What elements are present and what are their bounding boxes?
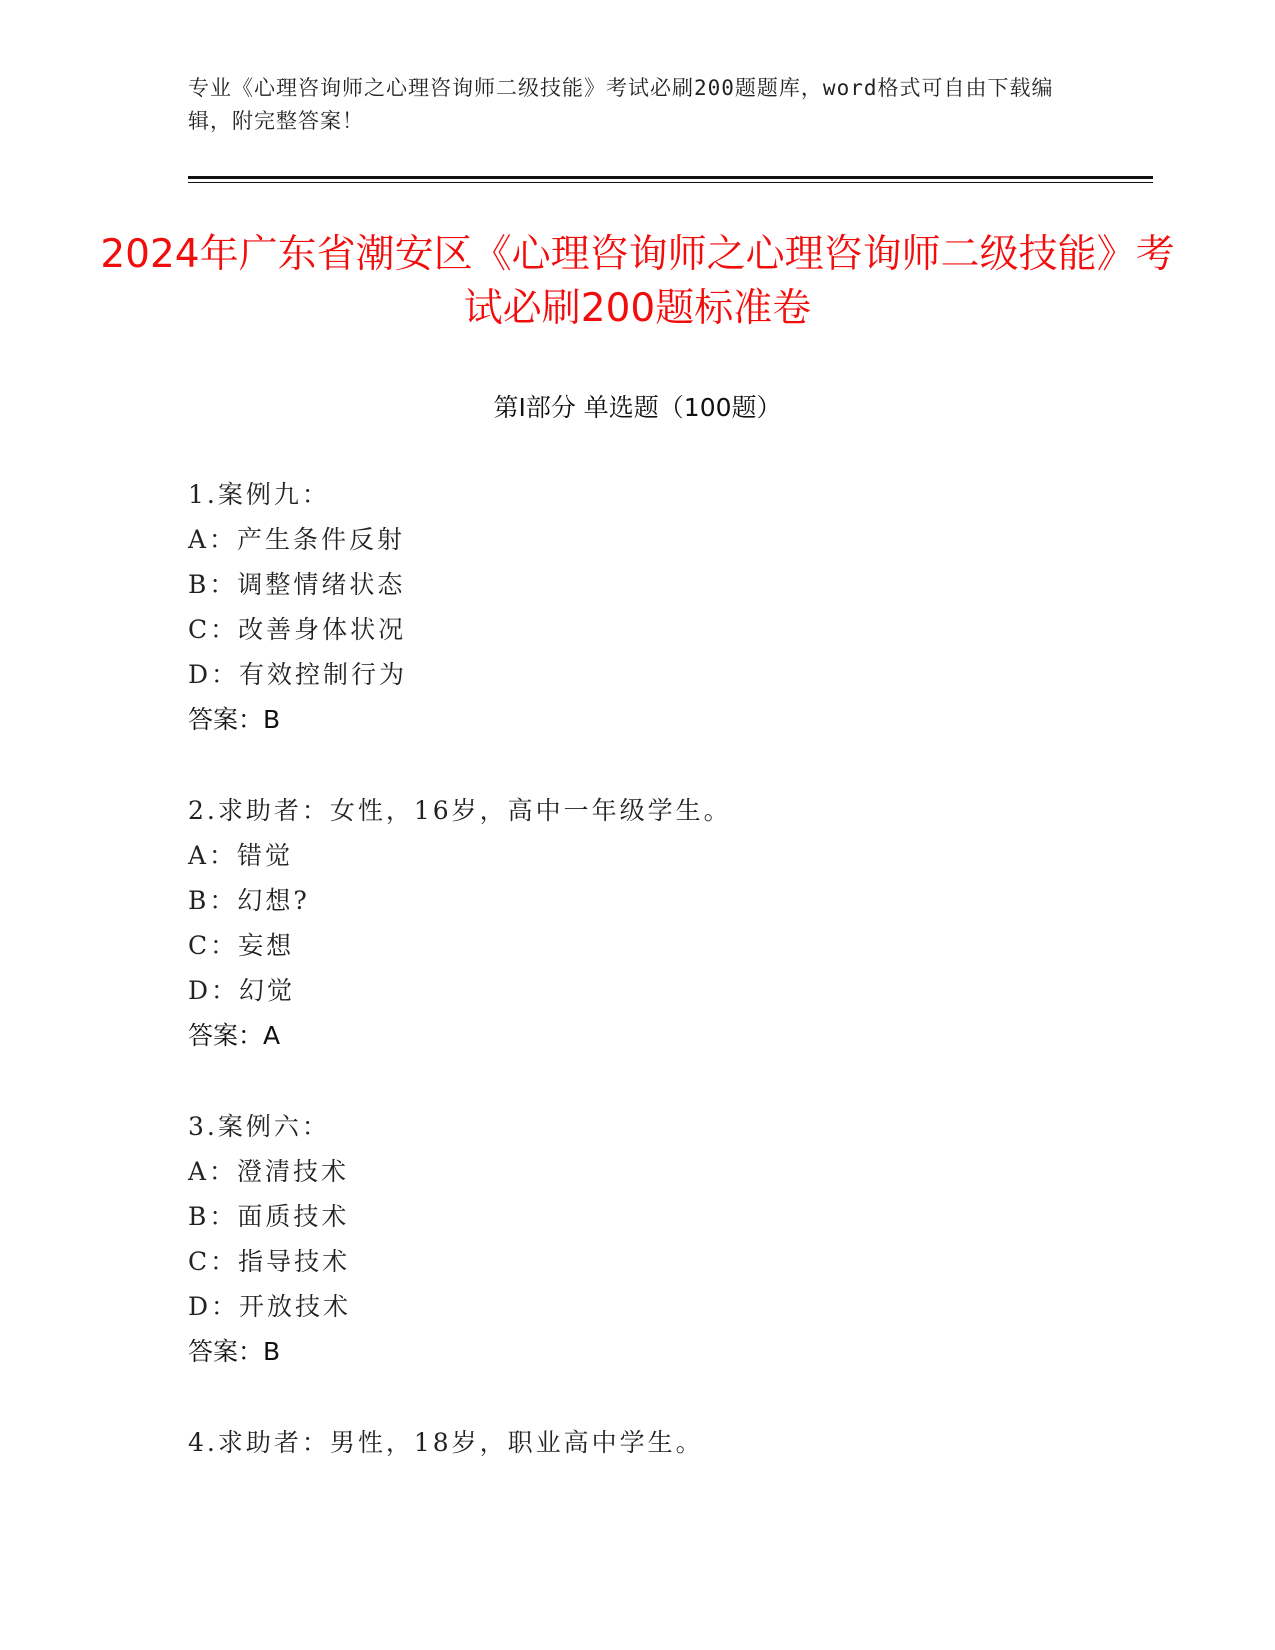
option-a: A：产生条件反射 (188, 525, 406, 554)
option-b: B：面质技术 (188, 1202, 350, 1231)
header-divider-thin (188, 182, 1153, 183)
question-4 (188, 1420, 1128, 1465)
option-d: D：开放技术 (188, 1292, 352, 1321)
document-title: 2024年广东省潮安区《心理咨询师之心理咨询师二级技能》考试必刷200题标准卷 (100, 232, 1175, 331)
question-stem: 2.求助者：女性，16岁，高中一年级学生。 (188, 796, 732, 825)
question-stem: 3.案例六： (188, 1112, 330, 1141)
option-b: B：幻想? (188, 886, 310, 915)
answer-line: 答案：A (188, 1021, 281, 1050)
option-d: D：有效控制行为 (188, 660, 408, 689)
option-a: A：澄清技术 (188, 1157, 350, 1186)
option-d: D：幻觉 (188, 976, 296, 1005)
header-note: 专业《心理咨询师之心理咨询师二级技能》考试必刷200题题库，word格式可自由下载编辑，附完整答案！ (188, 76, 1054, 133)
answer-line: 答案：B (188, 1337, 281, 1366)
option-c: C：指导技术 (188, 1247, 351, 1276)
question-1 (188, 472, 1128, 742)
question-list (188, 472, 1128, 1511)
section-title: 第I部分 单选题（100题） (493, 393, 782, 422)
option-a: A：错觉 (188, 841, 294, 870)
question-stem: 1.案例九： (188, 480, 330, 509)
header-divider-thick (188, 176, 1153, 179)
question-3 (188, 1104, 1128, 1374)
option-b: B：调整情绪状态 (188, 570, 406, 599)
option-c: C：妄想 (188, 931, 295, 960)
answer-line: 答案：B (188, 705, 281, 734)
question-stem: 4.求助者：男性，18岁，职业高中学生。 (188, 1428, 704, 1457)
option-c: C：改善身体状况 (188, 615, 407, 644)
question-2 (188, 788, 1128, 1058)
